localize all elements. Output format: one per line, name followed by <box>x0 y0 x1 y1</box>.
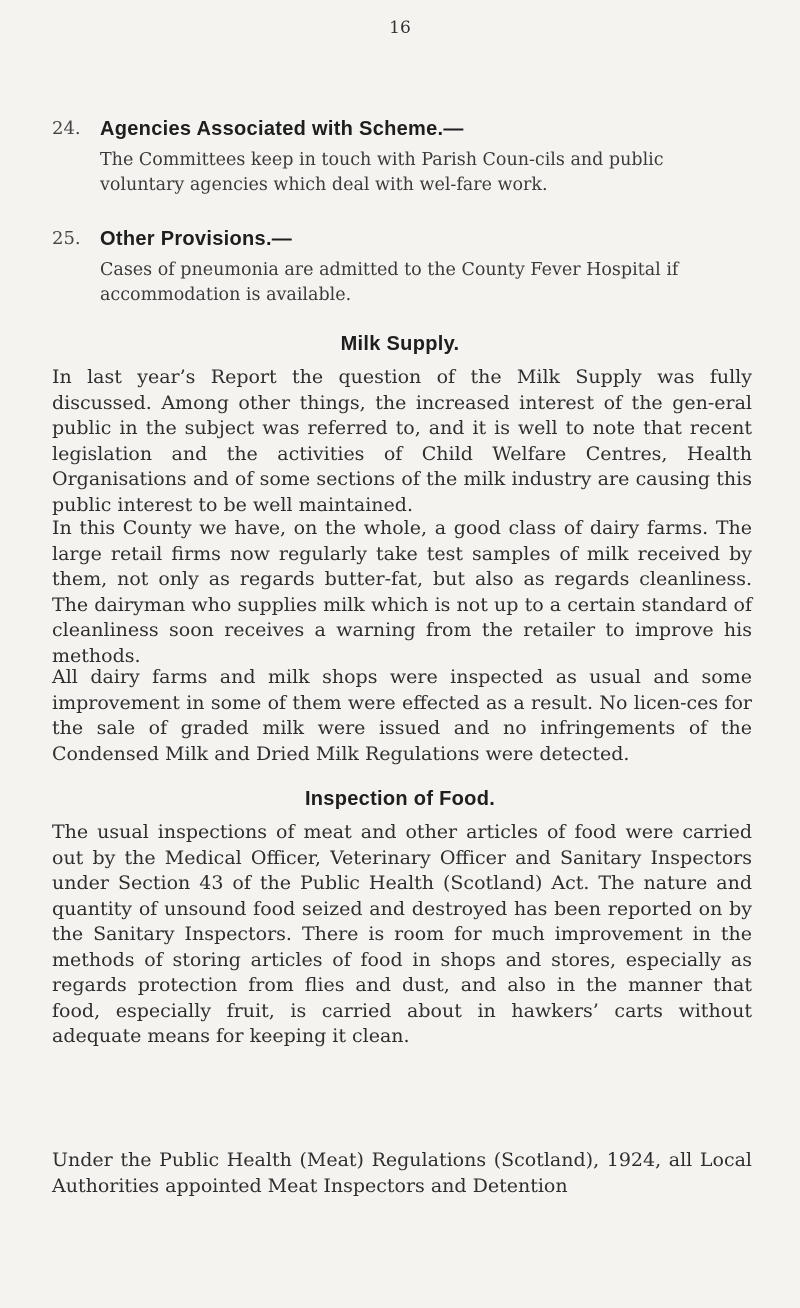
item-text: Cases of pneumonia are admitted to the County Fever Hospital if accommodation is available. <box>100 260 679 305</box>
inspection-of-food-paragraph-1: The usual inspections of meat and other articles of food were carried out by the Medical Officer, Veterinary Officer and Sanitary Inspectors under Section 43 of the Public Health (Scotland) Act. The nature and quantity of unsound food seized and destroyed has been reported on by the Sanitary Inspectors. There is room for much improvement in the methods of storing articles of food in shops and stores, especially as regards protection from flies and dust, and also in the manner that food, especially fruit, is carried about in hawkers’ carts without adequate means for keeping it clean. <box>52 821 752 1047</box>
inspection-of-food-title: Inspection of Food. <box>304 788 496 810</box>
milk-supply-paragraph-1: In last year’s Report the question of the Milk Supply was fully discussed. Among other things, the increased interest of the gen-eral public in the subject was referred to, and it is well to note that recent legislation and the activities of Child Welfare Centres, Health Organisations and of some sections of the milk industry are causing this public interest to be well maintained. <box>52 366 752 516</box>
item-number: 25. <box>52 228 81 249</box>
milk-supply-title: Milk Supply. <box>340 333 460 355</box>
milk-supply-paragraph-2: In this County we have, on the whole, a good class of dairy farms. The large retail firms now regularly take test samples of milk received by them, not only as regards butter-fat, but also as regards cleanliness. The dairyman who supplies milk which is not up to a certain standard of cleanliness soon receives a warning from the retailer to improve his methods. <box>52 517 752 667</box>
page-number: 16 <box>389 18 411 38</box>
section-item-25 <box>52 228 752 318</box>
milk-supply-paragraph-3: All dairy farms and milk shops were inspected as usual and some improvement in some of them were effected as a result. No licen-ces for the sale of graded milk were issued and no infringements of the Condensed Milk and Dried Milk Regulations were detected. <box>52 666 752 765</box>
item-text: The Committees keep in touch with Parish Coun-cils and public voluntary agencies which deal with wel-fare work. <box>100 150 664 195</box>
item-number: 24. <box>52 118 81 139</box>
inspection-of-food-paragraph-2: Under the Public Health (Meat) Regulations (Scotland), 1924, all Local Authorities appointed Meat Inspectors and Detention <box>52 1149 752 1197</box>
item-heading: Other Provisions.— <box>100 228 293 250</box>
item-heading: Agencies Associated with Scheme.— <box>100 118 464 140</box>
section-item-24 <box>52 118 752 228</box>
